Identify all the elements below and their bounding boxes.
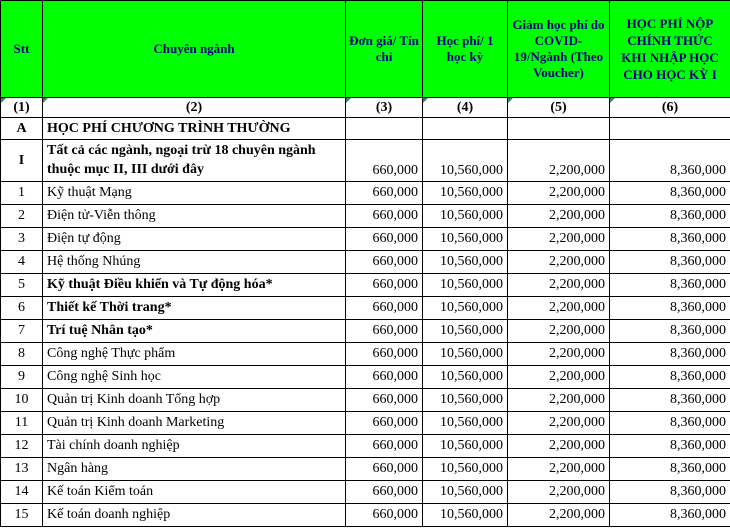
header-unit-price: Đơn giá/ Tín chỉ — [346, 1, 423, 98]
row-stt: 12 — [1, 435, 43, 458]
row-semester-fee: 10,560,000 — [423, 435, 508, 458]
row-major-name: Công nghệ Thực phẩm — [43, 343, 346, 366]
section-title: HỌC PHÍ CHƯƠNG TRÌNH THƯỜNG — [43, 118, 346, 140]
group-final-fee: 8,360,000 — [610, 140, 730, 182]
column-number: (6) — [610, 98, 730, 118]
row-discount: 2,200,000 — [508, 274, 610, 297]
row-semester-fee: 10,560,000 — [423, 458, 508, 481]
row-major-name: Quản trị Kinh doanh Marketing — [43, 412, 346, 435]
header-final-fee: HỌC PHÍ NỘP CHÍNH THỨC KHI NHẬP HỌC CHO HỌC KỲ I — [610, 1, 730, 98]
row-semester-fee: 10,560,000 — [423, 412, 508, 435]
row-unit-price: 660,000 — [346, 458, 423, 481]
row-stt: 1 — [1, 182, 43, 205]
row-stt: 13 — [1, 458, 43, 481]
header-covid-discount: Giảm học phí do COVID-19/Ngành (Theo Voucher) — [508, 1, 610, 98]
header-semester-fee: Học phí/ 1 học kỳ — [423, 1, 508, 98]
row-stt: 8 — [1, 343, 43, 366]
row-stt: 2 — [1, 205, 43, 228]
cell-marker-icon — [423, 98, 428, 103]
column-number: (2) — [43, 98, 346, 118]
table-row — [1, 320, 730, 343]
row-semester-fee: 10,560,000 — [423, 481, 508, 504]
row-semester-fee: 10,560,000 — [423, 274, 508, 297]
row-final-fee: 8,360,000 — [610, 389, 730, 412]
row-unit-price: 660,000 — [346, 320, 423, 343]
table-row — [1, 366, 730, 389]
column-number-row — [1, 98, 730, 118]
row-major-name: Quản trị Kinh doanh Tổng hợp — [43, 389, 346, 412]
row-stt: 6 — [1, 297, 43, 320]
row-final-fee: 8,360,000 — [610, 412, 730, 435]
cell-marker-icon — [508, 98, 513, 103]
group-semester-fee: 10,560,000 — [423, 140, 508, 182]
header-stt: Stt — [1, 1, 43, 98]
row-semester-fee: 10,560,000 — [423, 297, 508, 320]
row-discount: 2,200,000 — [508, 297, 610, 320]
table-row — [1, 481, 730, 504]
row-major-name: Tài chính doanh nghiệp — [43, 435, 346, 458]
row-semester-fee: 10,560,000 — [423, 205, 508, 228]
group-discount: 2,200,000 — [508, 140, 610, 182]
row-final-fee: 8,360,000 — [610, 481, 730, 504]
cell-marker-icon — [43, 98, 48, 103]
row-final-fee: 8,360,000 — [610, 297, 730, 320]
row-stt: 14 — [1, 481, 43, 504]
row-semester-fee: 10,560,000 — [423, 389, 508, 412]
row-unit-price: 660,000 — [346, 504, 423, 527]
row-major-name: Công nghệ Sinh học — [43, 366, 346, 389]
header-major: Chuyên ngành — [43, 1, 346, 98]
row-final-fee: 8,360,000 — [610, 366, 730, 389]
row-unit-price: 660,000 — [346, 366, 423, 389]
row-final-fee: 8,360,000 — [610, 343, 730, 366]
row-major-name: Ngân hàng — [43, 458, 346, 481]
group-name: Tất cả các ngành, ngoại trừ 18 chuyên ngành thuộc mục II, III dưới đây — [43, 140, 346, 182]
table-row — [1, 412, 730, 435]
row-unit-price: 660,000 — [346, 228, 423, 251]
row-final-fee: 8,360,000 — [610, 228, 730, 251]
row-stt: 11 — [1, 412, 43, 435]
table-row — [1, 228, 730, 251]
row-semester-fee: 10,560,000 — [423, 251, 508, 274]
row-discount: 2,200,000 — [508, 343, 610, 366]
table-row — [1, 274, 730, 297]
group-unit-price: 660,000 — [346, 140, 423, 182]
row-stt: 5 — [1, 274, 43, 297]
row-unit-price: 660,000 — [346, 297, 423, 320]
row-discount: 2,200,000 — [508, 412, 610, 435]
row-major-name: Kỹ thuật Điều khiển và Tự động hóa* — [43, 274, 346, 297]
row-final-fee: 8,360,000 — [610, 274, 730, 297]
row-unit-price: 660,000 — [346, 412, 423, 435]
row-discount: 2,200,000 — [508, 182, 610, 205]
table-row — [1, 458, 730, 481]
row-major-name: Kỹ thuật Mạng — [43, 182, 346, 205]
row-stt: 9 — [1, 366, 43, 389]
row-major-name: Kế toán doanh nghiệp — [43, 504, 346, 527]
row-unit-price: 660,000 — [346, 389, 423, 412]
header-row — [1, 1, 730, 98]
section-stt: A — [1, 118, 43, 140]
group-stt: I — [1, 140, 43, 182]
table-row — [1, 343, 730, 366]
row-final-fee: 8,360,000 — [610, 504, 730, 527]
row-major-name: Điện tự động — [43, 228, 346, 251]
row-discount: 2,200,000 — [508, 481, 610, 504]
row-semester-fee: 10,560,000 — [423, 228, 508, 251]
table-row — [1, 504, 730, 527]
row-semester-fee: 10,560,000 — [423, 504, 508, 527]
row-discount: 2,200,000 — [508, 389, 610, 412]
group-row — [1, 140, 730, 182]
row-final-fee: 8,360,000 — [610, 251, 730, 274]
row-final-fee: 8,360,000 — [610, 205, 730, 228]
column-number: (3) — [346, 98, 423, 118]
row-discount: 2,200,000 — [508, 504, 610, 527]
column-number: (1) — [1, 98, 43, 118]
section-row — [1, 118, 730, 140]
row-major-name: Hệ thống Nhúng — [43, 251, 346, 274]
table-row — [1, 297, 730, 320]
row-unit-price: 660,000 — [346, 435, 423, 458]
row-discount: 2,200,000 — [508, 205, 610, 228]
row-major-name: Điện tử-Viễn thông — [43, 205, 346, 228]
row-major-name: Trí tuệ Nhân tạo* — [43, 320, 346, 343]
row-discount: 2,200,000 — [508, 251, 610, 274]
row-final-fee: 8,360,000 — [610, 182, 730, 205]
row-stt: 7 — [1, 320, 43, 343]
row-discount: 2,200,000 — [508, 435, 610, 458]
row-semester-fee: 10,560,000 — [423, 182, 508, 205]
row-final-fee: 8,360,000 — [610, 458, 730, 481]
row-discount: 2,200,000 — [508, 320, 610, 343]
row-unit-price: 660,000 — [346, 274, 423, 297]
row-discount: 2,200,000 — [508, 366, 610, 389]
row-stt: 15 — [1, 504, 43, 527]
table-row — [1, 205, 730, 228]
table-row — [1, 251, 730, 274]
column-number: (5) — [508, 98, 610, 118]
table-row — [1, 182, 730, 205]
row-unit-price: 660,000 — [346, 182, 423, 205]
row-unit-price: 660,000 — [346, 343, 423, 366]
row-stt: 4 — [1, 251, 43, 274]
row-unit-price: 660,000 — [346, 481, 423, 504]
row-stt: 10 — [1, 389, 43, 412]
table-row — [1, 389, 730, 412]
row-final-fee: 8,360,000 — [610, 435, 730, 458]
row-discount: 2,200,000 — [508, 228, 610, 251]
column-number: (4) — [423, 98, 508, 118]
row-semester-fee: 10,560,000 — [423, 366, 508, 389]
row-unit-price: 660,000 — [346, 205, 423, 228]
table-row — [1, 435, 730, 458]
cell-marker-icon — [1, 98, 6, 103]
row-stt: 3 — [1, 228, 43, 251]
cell-marker-icon — [610, 98, 615, 103]
row-major-name: Kế toán Kiểm toán — [43, 481, 346, 504]
row-major-name: Thiết kế Thời trang* — [43, 297, 346, 320]
row-semester-fee: 10,560,000 — [423, 343, 508, 366]
row-discount: 2,200,000 — [508, 458, 610, 481]
cell-marker-icon — [346, 98, 351, 103]
row-semester-fee: 10,560,000 — [423, 320, 508, 343]
row-final-fee: 8,360,000 — [610, 320, 730, 343]
row-unit-price: 660,000 — [346, 251, 423, 274]
